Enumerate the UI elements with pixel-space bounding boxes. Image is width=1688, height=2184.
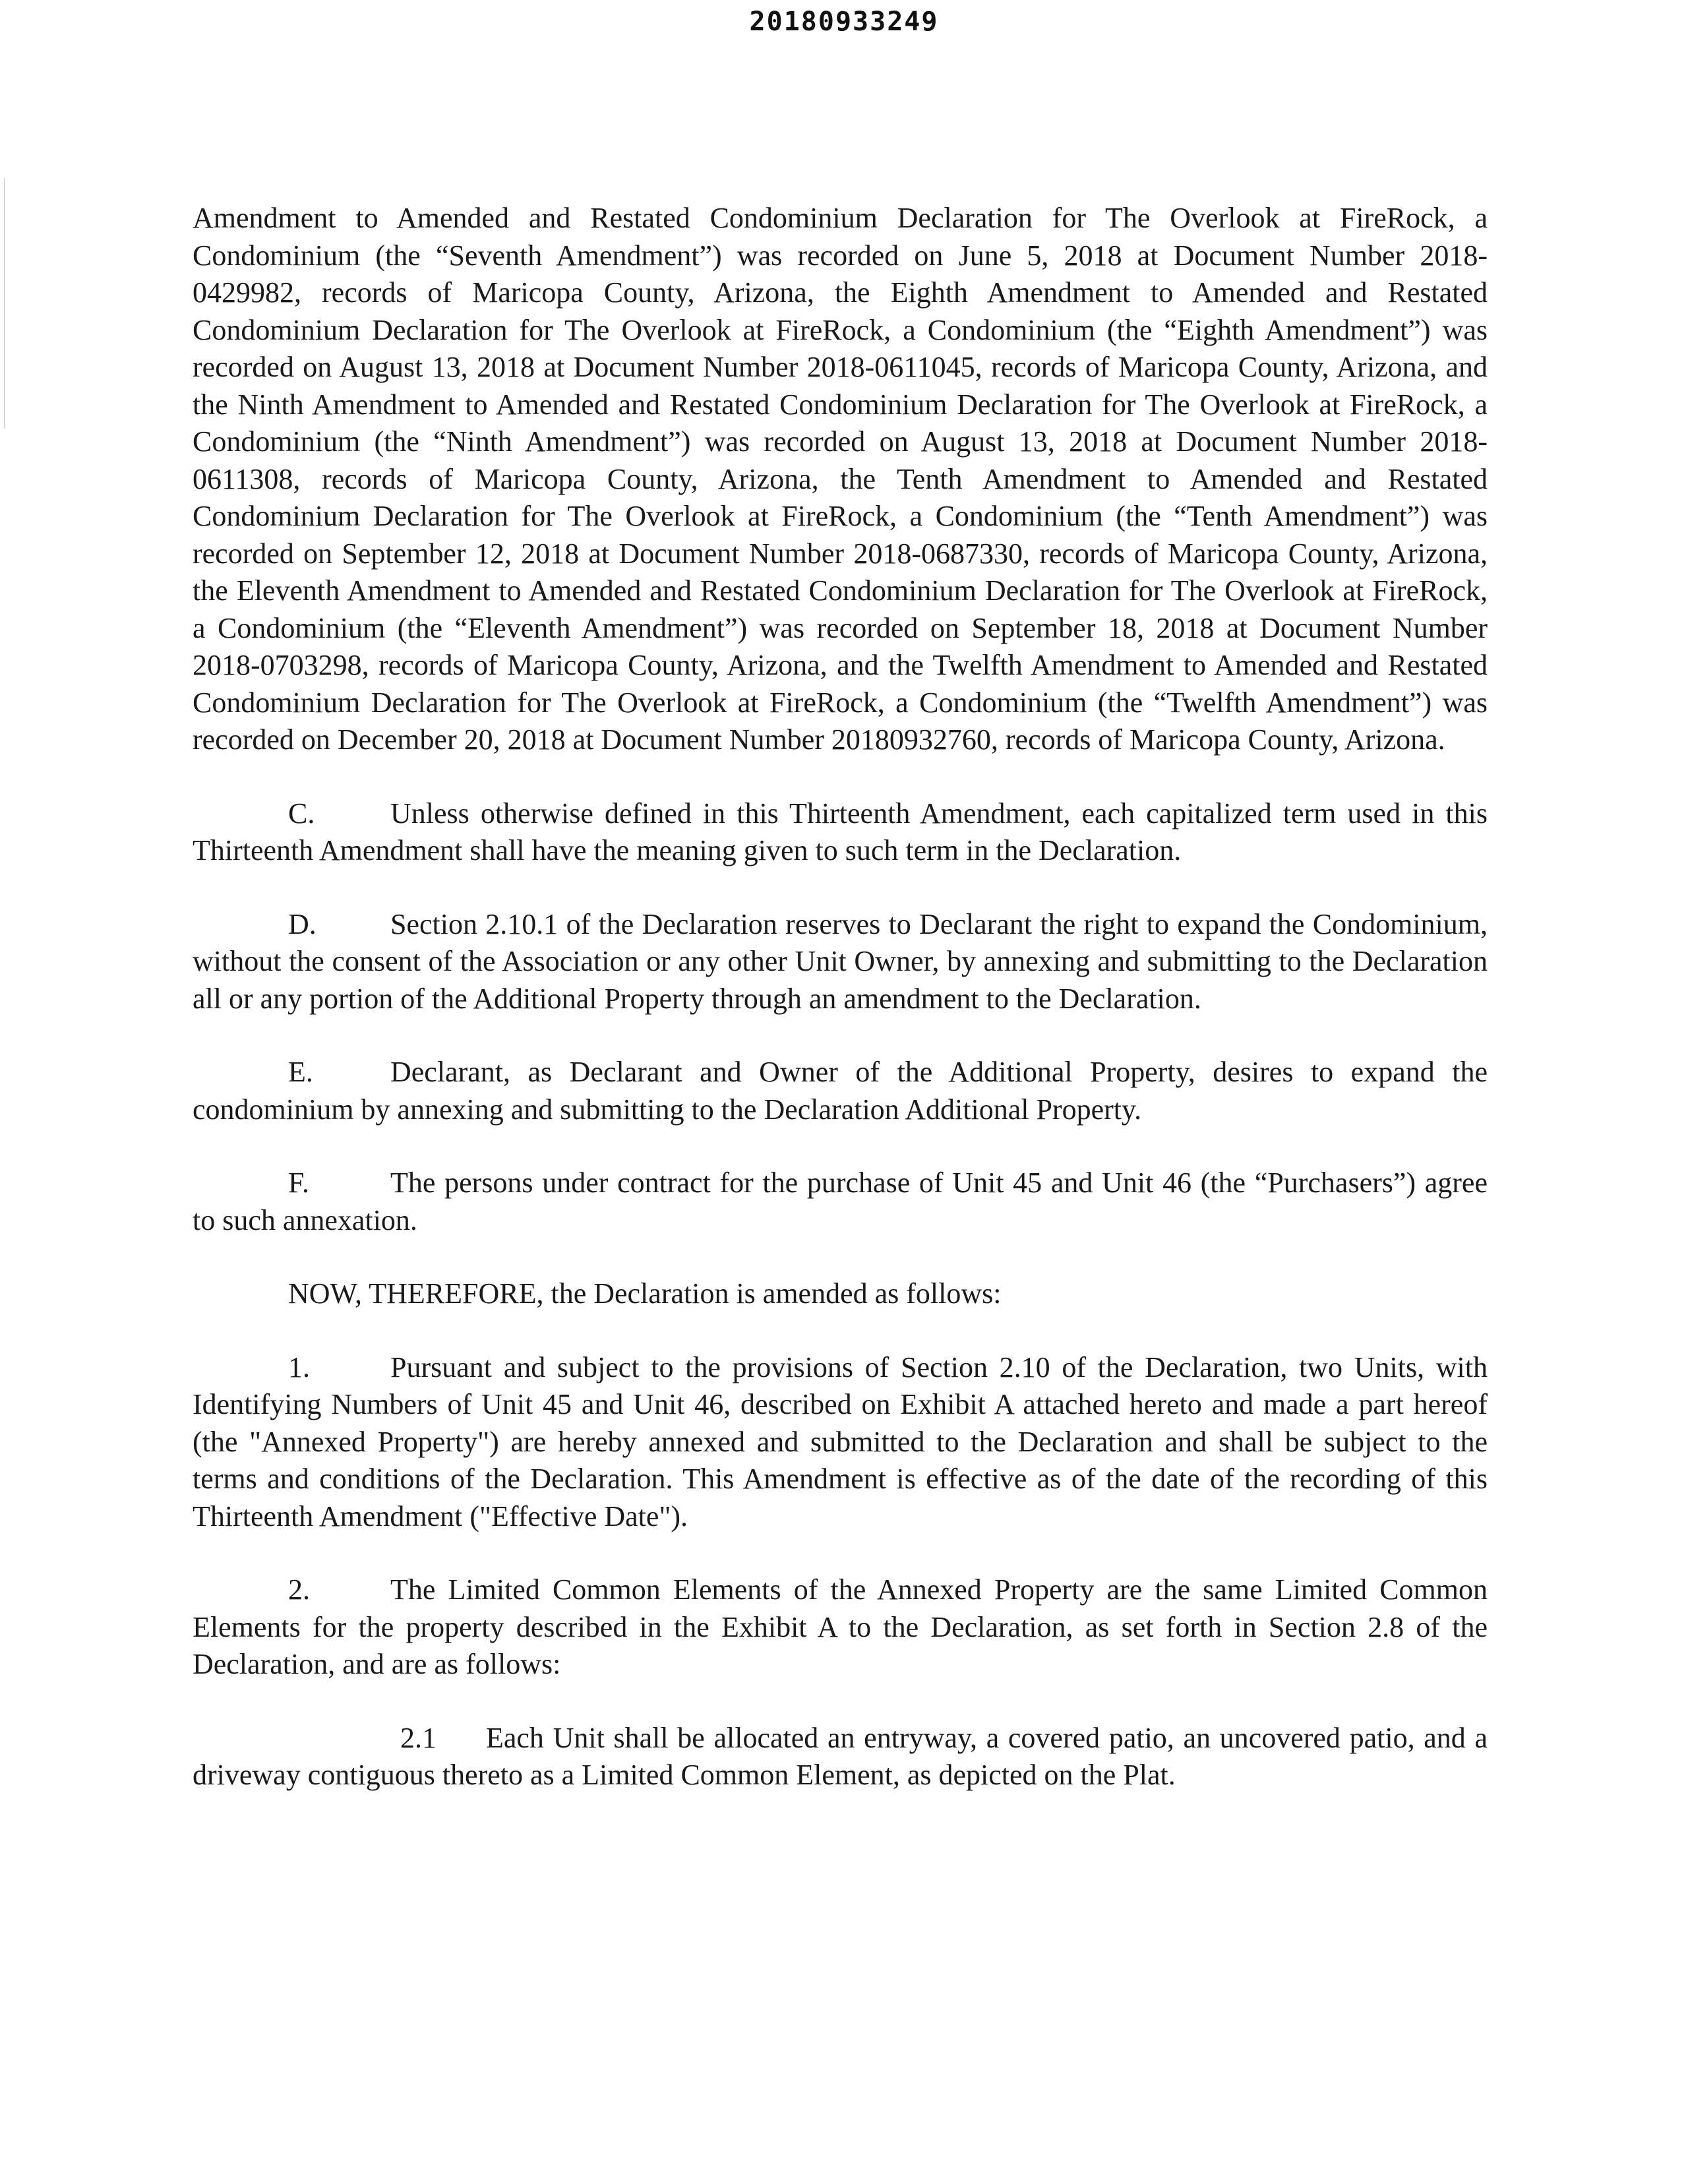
recital-text: Declarant, as Declarant and Owner of the Additional Property, desires to expand the condominium by annexing and submitting to the Declaration Additional Property.	[193, 1056, 1488, 1126]
section-2	[193, 1571, 1488, 1684]
recital-label: C.	[288, 797, 315, 830]
recital-text: Unless otherwise defined in this Thirteenth Amendment, each capitalized term used in this Thirteenth Amendment shall have the meaning given to such term in the Declaration.	[193, 797, 1488, 866]
recital-d	[193, 906, 1488, 1018]
subsection-label: 2.1	[400, 1721, 437, 1754]
recital-label: E.	[288, 1056, 313, 1088]
recital-label: D.	[288, 907, 316, 940]
section-label: 2.	[288, 1573, 310, 1606]
recital-label: F.	[288, 1167, 309, 1199]
recital-text: The persons under contract for the purchase of Unit 45 and Unit 46 (the “Purchasers”) agree to such annexation.	[193, 1167, 1488, 1236]
recital-f	[193, 1165, 1488, 1239]
section-text: Pursuant and subject to the provisions of Section 2.10 of the Declaration, two Units, with Identifying Numbers of Unit 45 and Unit 46, described on Exhibit A attached hereto and made a part hereof (the "Annexed Property") are hereby annexed and submitted to the Declaration and shall be subject to the terms and conditions of the Declaration. This Amendment is effective as of the date of the recording of this Thirteenth Amendment ("Effective Date").	[193, 1350, 1488, 1532]
section-label: 1.	[288, 1350, 310, 1383]
recording-document-number: 20180933249	[749, 7, 939, 37]
subsection-2-1	[193, 1720, 1488, 1794]
recital-continuation-paragraph: Amendment to Amended and Restated Condominium Declaration for The Overlook at FireRock, a Condominium (the “Seventh Amendment”) was recorded on June 5, 2018 at Document Number 2018-0429982, records of Maricopa County, Arizona, the Eighth Amendment to Amended and Restated Condominium Declaration for The Overlook at FireRock, a Condominium (the “Eighth Amendment”) was recorded on August 13, 2018 at Document Number 2018-0611045, records of Maricopa County, Arizona, and the Ninth Amendment to Amended and Restated Condominium Declaration for The Overlook at FireRock, a Condominium (the “Ninth Amendment”) was recorded on August 13, 2018 at Document Number 2018-0611308, records of Maricopa County, Arizona, the Tenth Amendment to Amended and Restated Condominium Declaration for The Overlook at FireRock, a Condominium (the “Tenth Amendment”) was recorded on September 12, 2018 at Document Number 2018-0687330, records of Maricopa County, Arizona, the Eleventh Amendment to Amended and Restated Condominium Declaration for The Overlook at FireRock, a Condominium (the “Eleventh Amendment”) was recorded on September 18, 2018 at Document Number 2018-0703298, records of Maricopa County, Arizona, and the Twelfth Amendment to Amended and Restated Condominium Declaration for The Overlook at FireRock, a Condominium (the “Twelfth Amendment”) was recorded on December 20, 2018 at Document Number 20180932760, records of Maricopa County, Arizona.	[193, 202, 1488, 756]
recital-e	[193, 1054, 1488, 1128]
section-1	[193, 1349, 1488, 1536]
document-body	[193, 200, 1488, 1794]
subsection-text: Each Unit shall be allocated an entryway, a covered patio, an uncovered patio, and a driveway contiguous thereto as a Limited Common Element, as depicted on the Plat.	[193, 1721, 1488, 1791]
scan-artifact	[4, 178, 5, 429]
now-therefore-clause: NOW, THEREFORE, the Declaration is amended as follows:	[288, 1277, 1002, 1310]
section-text: The Limited Common Elements of the Annexed Property are the same Limited Common Elements for the property described in the Exhibit A to the Declaration, as set forth in Section 2.8 of the Declaration, and are as follows:	[193, 1573, 1488, 1680]
recital-c	[193, 795, 1488, 870]
recital-text: Section 2.10.1 of the Declaration reserves to Declarant the right to expand the Condominium, without the consent of the Association or any other Unit Owner, by annexing and submitting to the Declaration all or any portion of the Additional Property through an amendment to the Declaration.	[193, 907, 1488, 1015]
